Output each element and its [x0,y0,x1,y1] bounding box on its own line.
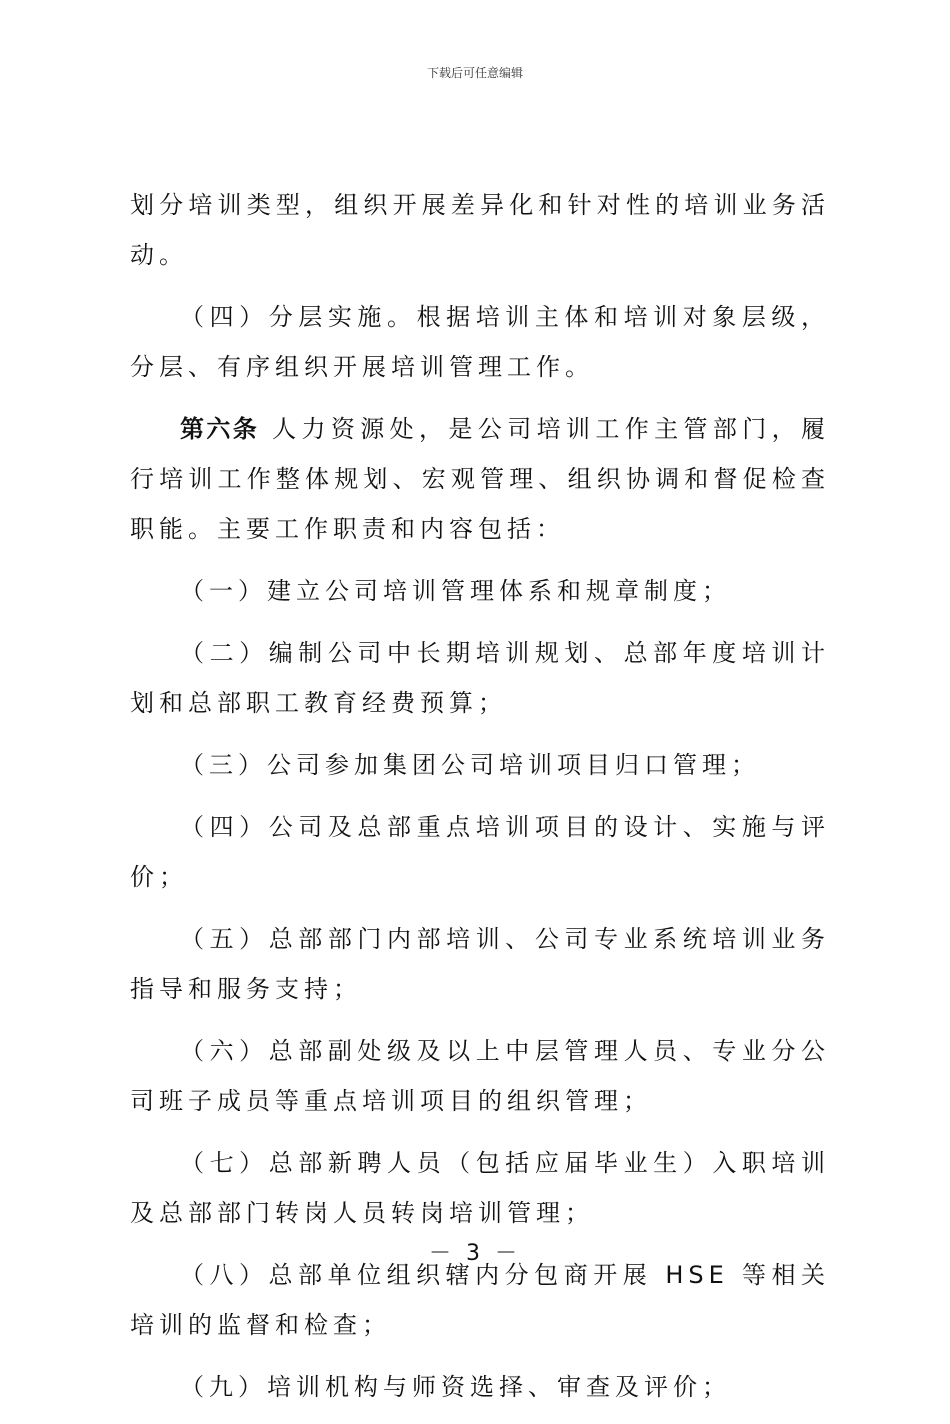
duty-item-3 [130,740,830,790]
paragraph-text: （五）总部部门内部培训、公司专业系统培训业务指导和服务支持； [130,925,830,1003]
duty-item-7 [130,1138,830,1238]
paragraph-text: 划分培训类型，组织开展差异化和针对性的培训业务活动。 [130,191,830,269]
paragraph-item-4-layered [130,292,830,392]
page-header-note: 下载后可任意编辑 [426,66,523,80]
paragraph-text: （六）总部副处级及以上中层管理人员、专业分公司班子成员等重点培训项目的组织管理； [130,1037,830,1115]
paragraph-text: （七）总部新聘人员（包括应届毕业生）入职培训及总部部门转岗人员转岗培训管理； [130,1149,830,1227]
duty-item-5 [130,914,830,1014]
duty-item-4 [130,802,830,902]
page-number: － 3 － [429,1241,521,1266]
paragraph-continuation [130,180,830,280]
article-six [130,404,830,554]
paragraph-text: （一）建立公司培训管理体系和规章制度； [180,577,731,605]
paragraph-text: （八）总部单位组织辖内分包商开展 HSE 等相关培训的监督和检查； [130,1261,830,1339]
paragraph-text: （四）公司及总部重点培训项目的设计、实施与评价； [130,813,830,891]
duty-item-1 [130,566,830,616]
paragraph-text: （二）编制公司中长期培训规划、总部年度培训计划和总部职工教育经费预算； [130,639,830,717]
article-label: 第六条 [180,415,260,443]
duty-item-6 [130,1026,830,1126]
duty-item-9 [130,1362,830,1412]
paragraph-text: 人力资源处，是公司培训工作主管部门，履行培训工作整体规划、宏观管理、组织协调和督促检查职能。主要工作职责和内容包括： [130,415,830,543]
paragraph-text: （九）培训机构与师资选择、审查及评价； [180,1373,731,1401]
duty-item-2 [130,628,830,728]
paragraph-text: （三）公司参加集团公司培训项目归口管理； [180,751,760,779]
paragraph-text: （四）分层实施。根据培训主体和培训对象层级，分层、有序组织开展培训管理工作。 [130,303,830,381]
